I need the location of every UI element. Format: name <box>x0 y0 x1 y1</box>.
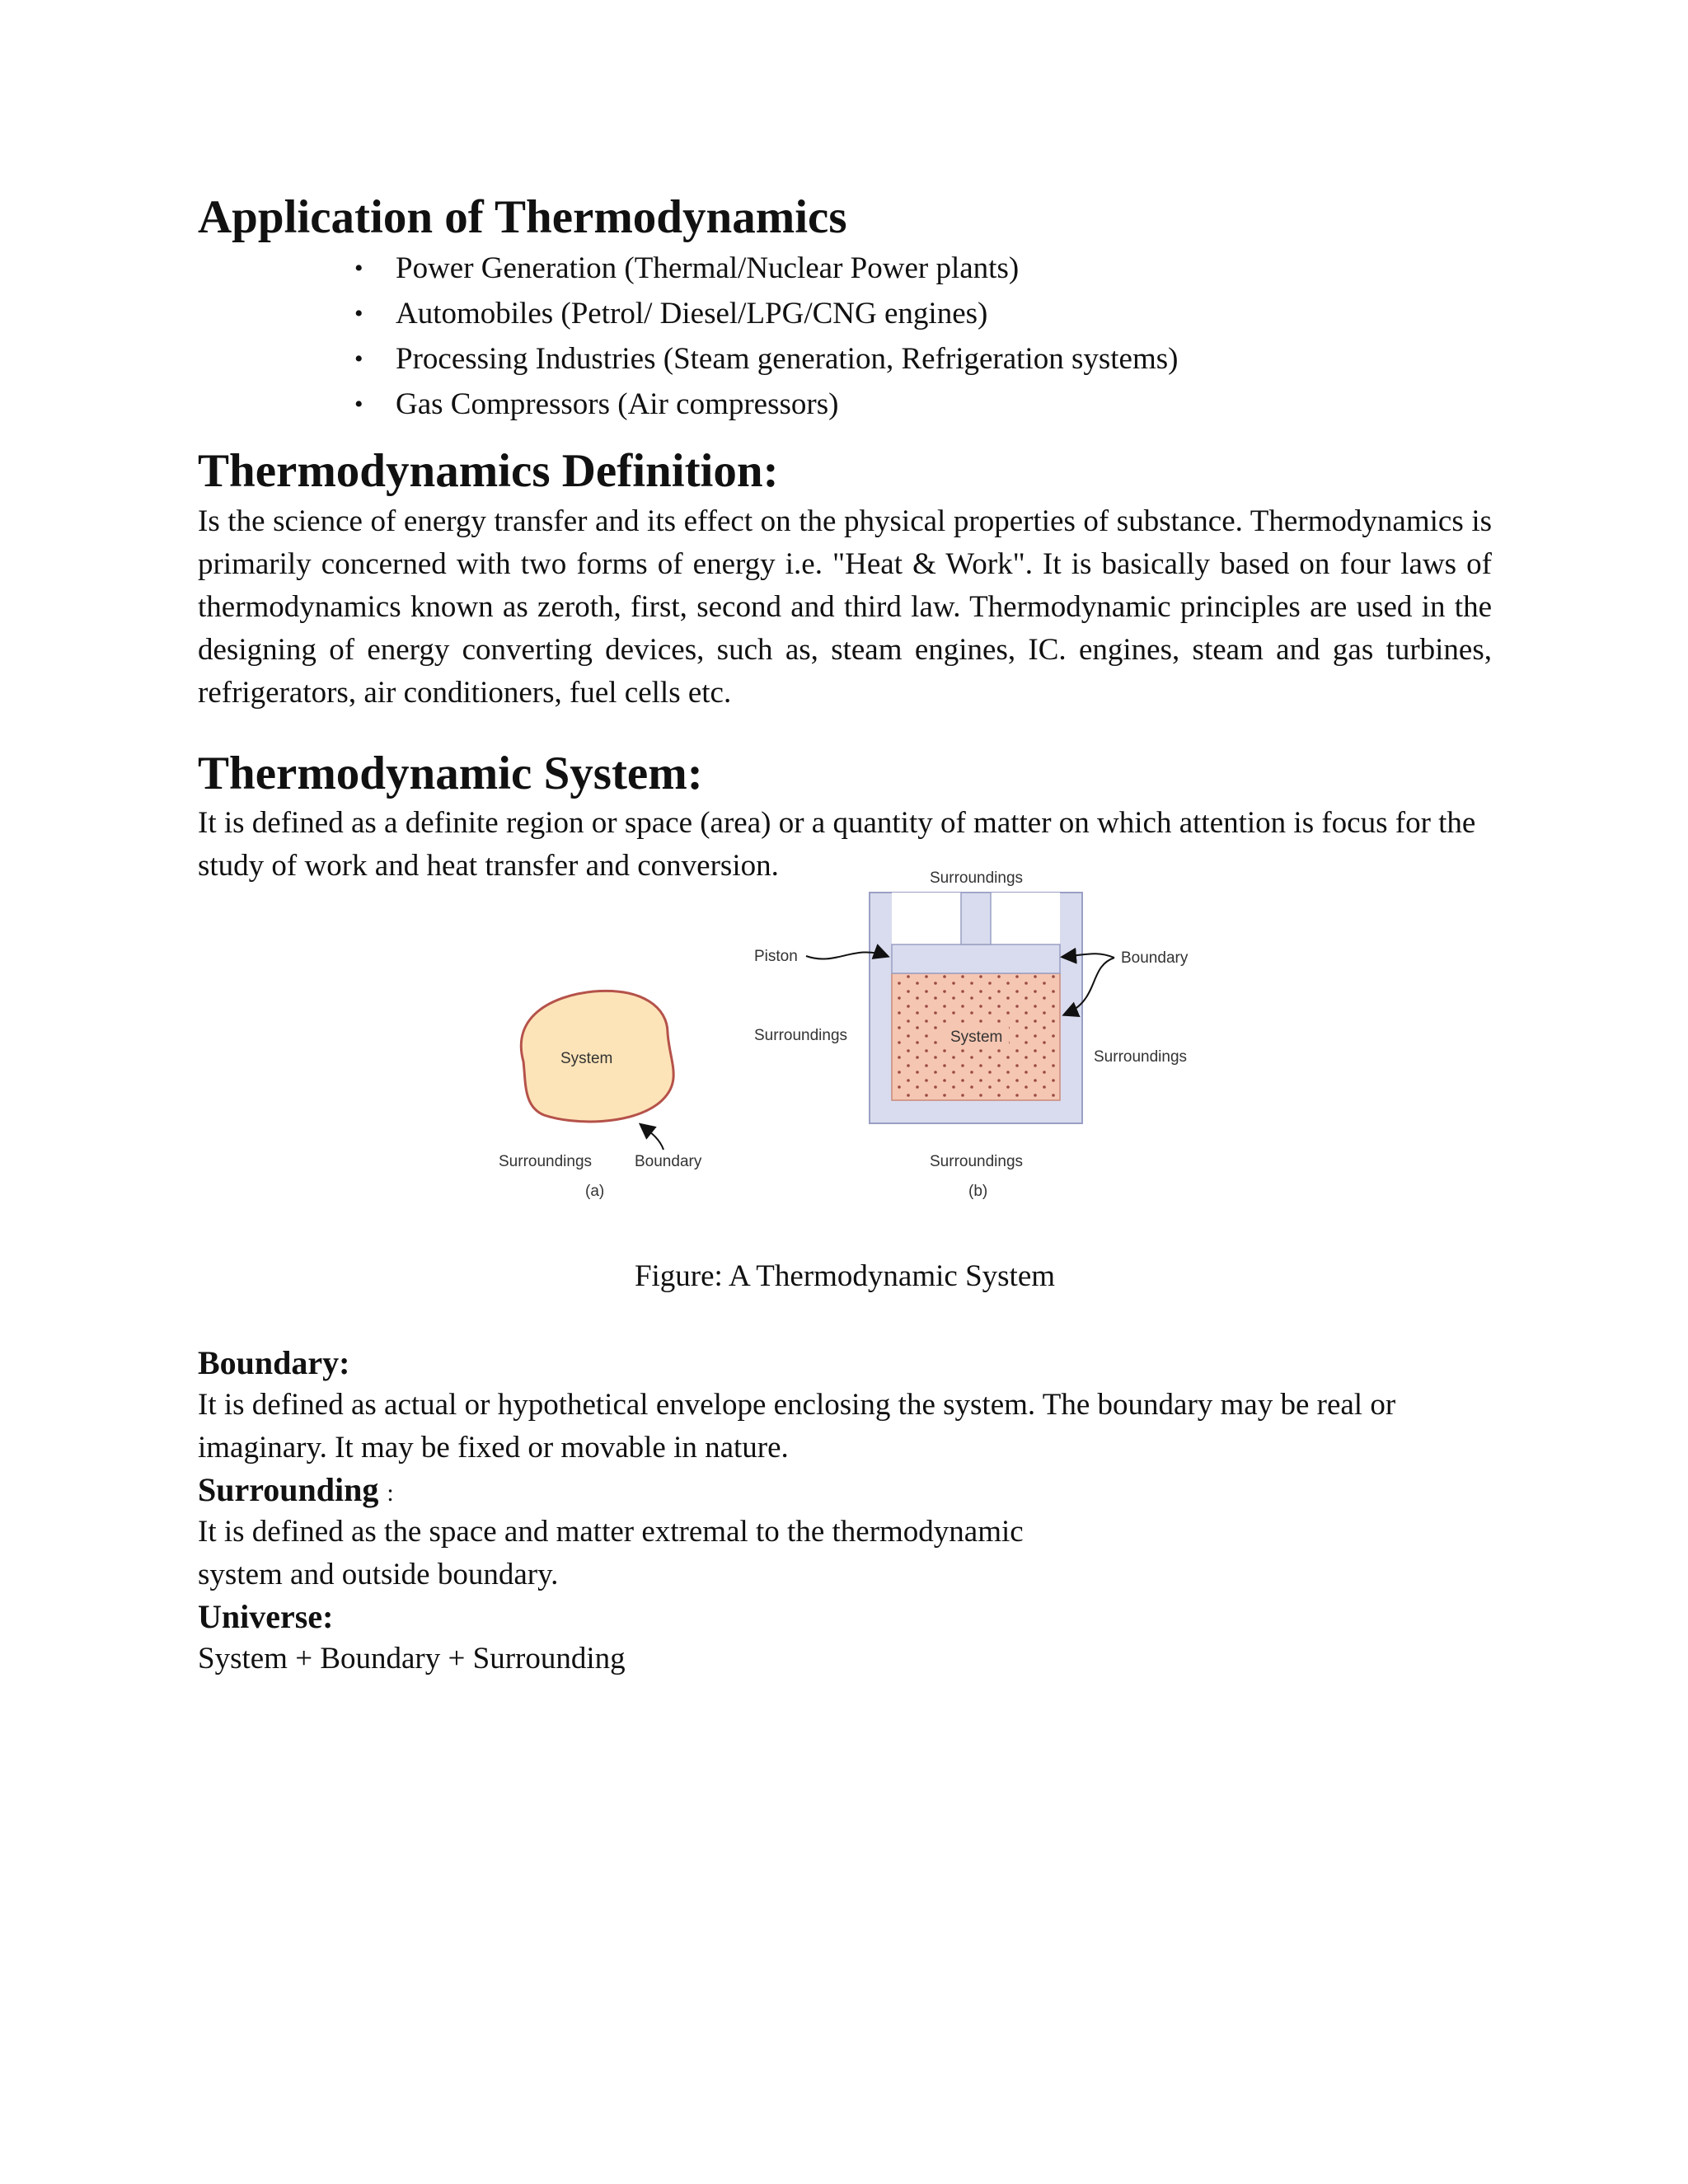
system-section <box>198 746 1492 888</box>
bullet-icon: • <box>354 345 363 373</box>
bullet-icon: • <box>354 300 363 328</box>
definition-heading: Thermodynamics Definition: <box>198 445 779 498</box>
b-figure-label: (b) <box>968 1183 988 1201</box>
figure-caption: Figure: A Thermodynamic System <box>634 1259 1056 1294</box>
piston-head <box>892 944 1060 973</box>
universe-text: System + Boundary + Surrounding <box>198 1642 626 1676</box>
list-item: • Power Generation (Thermal/Nuclear Power plants) <box>396 246 1492 291</box>
a-surroundings-label: Surroundings <box>499 1153 593 1171</box>
application-heading: Application of Thermodynamics <box>198 191 847 243</box>
b-system-label: System <box>950 1029 1003 1047</box>
definition-text: Is the science of energy transfer and its effect on the physical properties of substance. Thermodynamics is primarily concerned with two forms of energy i.e. "Heat & Work". It is basically based on four laws of thermodynamics known as zeroth, first, second and third law. Thermodynamic principles are used in the designing of energy converting devices, such as, steam engines, IC. engines, steam and gas turbines, refrigerators, air conditioners, fuel cells etc. <box>198 504 1492 710</box>
surrounding-heading: Surrounding : <box>198 1471 394 1509</box>
b-surroundings-left-label: Surroundings <box>754 1027 848 1045</box>
blob-system-label: System <box>560 1050 613 1068</box>
piston-rod <box>961 893 991 944</box>
boundary-text: It is defined as actual or hypothetical envelope enclosing the system. The boundary may be real or imaginary. It may be fixed or movable in nature. <box>198 1388 1396 1465</box>
b-boundary-label: Boundary <box>1121 949 1189 968</box>
b-surroundings-top-label: Surroundings <box>930 869 1024 888</box>
system-text: It is defined as a definite region or space (area) or a quantity of matter on which attention is focus for the study of work and heat transfer and conversion. <box>198 806 1476 883</box>
b-surroundings-bottom-label: Surroundings <box>930 1153 1024 1171</box>
surrounding-text-line2: system and outside boundary. <box>198 1558 559 1592</box>
application-section <box>198 190 1492 427</box>
bullet-icon: • <box>354 391 363 419</box>
b-surroundings-right-label: Surroundings <box>1094 1048 1188 1066</box>
piston-label: Piston <box>754 948 798 966</box>
definition-section <box>198 443 1492 714</box>
list-item: • Automobiles (Petrol/ Diesel/LPG/CNG engines) <box>396 291 1492 336</box>
list-item: • Gas Compressors (Air compressors) <box>396 382 1492 427</box>
boundary-section <box>198 1343 1492 1469</box>
universe-section <box>198 1596 1492 1680</box>
thermodynamic-system-figure <box>198 869 1492 1272</box>
list-item: • Processing Industries (Steam generation, Refrigeration systems) <box>396 336 1492 382</box>
bullet-icon: • <box>354 255 363 283</box>
universe-heading: Universe: <box>198 1598 334 1636</box>
surrounding-section <box>198 1469 1492 1596</box>
document-page <box>198 190 1492 1680</box>
application-list <box>198 246 1492 427</box>
boundary-heading: Boundary: <box>198 1344 350 1382</box>
figure-svg <box>198 869 1492 1272</box>
a-boundary-arrow <box>641 1125 663 1150</box>
a-boundary-label: Boundary <box>635 1153 702 1171</box>
system-heading: Thermodynamic System: <box>198 747 703 799</box>
a-figure-label: (a) <box>585 1183 605 1201</box>
surrounding-text-line1: It is defined as the space and matter extremal to the thermodynamic <box>198 1515 1024 1549</box>
